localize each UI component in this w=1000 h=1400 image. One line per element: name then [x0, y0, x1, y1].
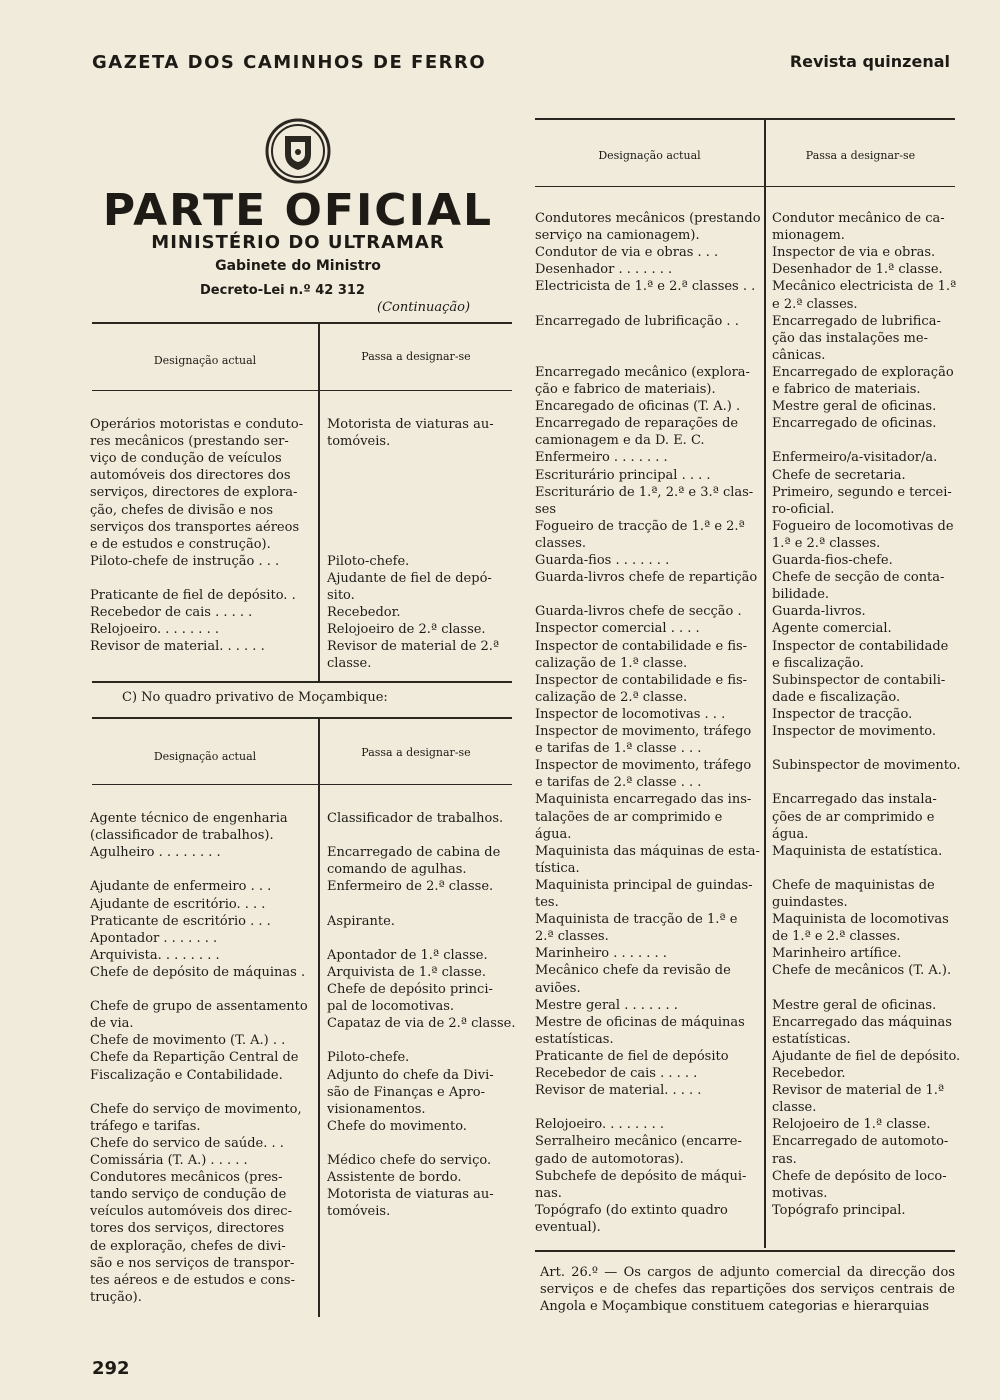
- table-cell-line: Encarregado de lubrificação . .: [535, 313, 739, 329]
- table-cell-line: Guarda-livros chefe de secção .: [535, 604, 742, 620]
- table-b-header-actual: Designação actual: [153, 750, 257, 763]
- table-cell-line: e de estudos e construção).: [90, 536, 271, 552]
- table-cell-line: aviões.: [535, 980, 581, 996]
- table-cell-line: Guarda-livros chefe de repartição: [535, 570, 758, 586]
- table-cell-line: Escriturário de 1.ª, 2.ª e 3.ª clas-: [535, 484, 754, 500]
- table-cell-line: tomóveis.: [327, 1204, 391, 1220]
- table-cell-line: são de Finanças e Apro-: [327, 1084, 486, 1100]
- table-cell-line: são e nos serviços de transpor-: [90, 1255, 295, 1271]
- table-cell-line: Guarda-fios . . . . . . .: [535, 553, 670, 568]
- table-cell-line: Condutores mecânicos (prestando: [535, 211, 761, 226]
- table-cell-line: ro-oficial.: [772, 501, 835, 517]
- table-cell-line: Aspirante.: [327, 913, 395, 929]
- table-cell-line: Inspector de movimento, tráfego: [535, 724, 752, 739]
- table-cell-line: Apontador . . . . . . .: [90, 930, 218, 946]
- table-cell-line: Topógrafo (do extinto quadro: [535, 1202, 728, 1218]
- table-cell-line: Capataz de via de 2.ª classe.: [327, 1016, 516, 1032]
- table-cell-line: estatísticas.: [535, 1031, 614, 1047]
- table-cell-line: Maquinista principal de guindas-: [535, 877, 753, 893]
- table-cell-line: tística.: [535, 860, 580, 876]
- table-cell-line: Enfermeiro . . . . . . .: [535, 450, 668, 466]
- cabinet-heading: Gabinete do Ministro: [215, 258, 381, 274]
- table-cell-line: pal de locomotivas.: [327, 999, 455, 1015]
- table-cell-line: Guarda-livros.: [772, 604, 866, 620]
- table-cell-line: Condutores mecânicos (pres-: [90, 1170, 283, 1186]
- table-cell-line: Agente comercial.: [772, 621, 892, 637]
- table-cell-line: tando serviço de condução de: [90, 1187, 287, 1203]
- table-cell-line: Assistente de bordo.: [327, 1170, 462, 1186]
- table-cell-line: Inspector comercial . . . .: [535, 621, 700, 637]
- table-cell-line: Classificador de trabalhos.: [327, 811, 504, 826]
- table-cell-line: camionagem e da D. E. C.: [535, 433, 705, 449]
- table-cell-line: classe.: [772, 1100, 817, 1116]
- table-cell-line: Motorista de viaturas au-: [327, 1187, 494, 1203]
- table-c-header-rule: [535, 186, 955, 187]
- table-cell-line: Mestre geral de oficinas.: [772, 399, 937, 415]
- table-cell-line: serviços dos transportes aéreos: [90, 519, 300, 535]
- table-cell-line: Chefe de depósito princi-: [327, 982, 493, 997]
- table-cell-line: ção, chefes de divisão e nos: [90, 502, 273, 518]
- table-cell-line: Enfermeiro de 2.ª classe.: [327, 879, 494, 895]
- table-cell-line: tes.: [535, 895, 559, 910]
- table-cell-line: automóveis dos directores dos: [90, 468, 291, 484]
- table-cell-line: tráfego e tarifas.: [90, 1118, 201, 1134]
- table-cell-line: Encarregado de lubrifica-: [772, 313, 941, 329]
- table-cell-line: ras.: [772, 1151, 797, 1167]
- table-cell-line: Subinspector de movimento.: [772, 758, 961, 774]
- page-title: PARTE OFICIAL: [102, 185, 494, 236]
- table-cell-line: e fabrico de materiais.: [772, 382, 921, 397]
- table-cell-line: Relojoeiro. . . . . . . .: [535, 1117, 664, 1133]
- table-cell-line: Chefe da Repartição Central de: [90, 1050, 299, 1066]
- table-cell-line: nas.: [535, 1185, 562, 1201]
- table-cell-line: Primeiro, segundo e tercei-: [772, 484, 952, 500]
- table-cell-line: Médico chefe do serviço.: [327, 1153, 492, 1168]
- table-cell-line: 2.ª classes.: [535, 929, 609, 945]
- table-cell-line: de via.: [90, 1016, 134, 1032]
- table-cell-line: Arquivista. . . . . . . .: [90, 947, 220, 963]
- table-a-top-rule: [92, 322, 512, 324]
- coat-of-arms-icon: [265, 118, 331, 184]
- table-cell-line: Chefe do movimento.: [327, 1118, 467, 1134]
- table-cell-line: gado de automotoras).: [535, 1151, 684, 1167]
- table-c-bottom-rule: [535, 1250, 955, 1252]
- table-cell-line: talações de ar comprimido e: [535, 809, 723, 825]
- table-cell-line: água.: [772, 826, 809, 842]
- table-cell-line: Encarregado de oficinas.: [772, 416, 937, 432]
- table-cell-line: Inspector de contabilidade: [772, 638, 949, 654]
- table-cell-line: Chefe do servico de saúde. . .: [90, 1135, 284, 1151]
- table-cell-line: calização de 1.ª classe.: [535, 655, 688, 671]
- table-cell-line: trução).: [90, 1289, 142, 1305]
- table-cell-line: Condutor mecânico de ca-: [772, 211, 945, 226]
- table-cell-line: Chefe de movimento (T. A.) . .: [90, 1033, 286, 1049]
- table-cell-line: e tarifas de 1.ª classe . . .: [535, 741, 702, 757]
- table-cell-line: calização de 2.ª classe.: [535, 689, 688, 705]
- table-cell-line: Maquinista de locomotivas: [772, 912, 949, 928]
- table-cell-line: Maquinista de estatística.: [772, 843, 943, 859]
- table-cell-line: de 1.ª e 2.ª classes.: [772, 929, 901, 945]
- table-cell-line: Inspector de locomotivas . . .: [535, 706, 726, 722]
- table-cell-line: guindastes.: [772, 895, 848, 910]
- table-cell-line: Fogueiro de locomotivas de: [772, 518, 954, 534]
- table-cell-line: Chefe de secretaria.: [772, 467, 906, 483]
- table-cell-line: Mecânico electricista de 1.ª: [772, 279, 957, 295]
- table-cell-line: Condutor de via e obras . . .: [535, 245, 719, 261]
- table-cell-line: tomóveis.: [327, 434, 391, 450]
- table-c-header-actual: Designação actual: [598, 149, 701, 162]
- table-cell-line: veículos automóveis dos direc-: [90, 1204, 292, 1220]
- table-cell-line: e tarifas de 2.ª classe . . .: [535, 775, 702, 791]
- table-cell-line: Praticante de fiel de depósito. .: [90, 588, 296, 603]
- table-cell-line: mionagem.: [772, 228, 845, 244]
- table-cell-line: Fogueiro de tracção de 1.ª e 2.ª: [535, 518, 745, 534]
- table-cell-line: serviços, directores de explora-: [90, 485, 298, 501]
- table-cell-line: Subinspector de contabili-: [772, 672, 946, 688]
- page-header-right: Revista quinzenal: [789, 52, 950, 71]
- article-26-text: Art. 26.º — Os cargos de adjunto comercial da direcção dos serviços e de chefes das repartições dos serviços centrais de Angola e Moçambique constituem categorias e hierarquias: [540, 1265, 955, 1314]
- table-cell-line: Maquinista de tracção de 1.ª e: [535, 912, 738, 928]
- table-cell-line: Revisor de material. . . . . .: [90, 639, 265, 655]
- table-cell-line: visionamentos.: [327, 1101, 426, 1117]
- table-cell-line: Enfermeiro/a-visitador/a.: [772, 450, 938, 466]
- table-cell-line: Recebedor de cais . . . . .: [535, 1066, 698, 1081]
- table-cell-line: Mestre geral de oficinas.: [772, 997, 937, 1013]
- table-cell-line: Encarregado de cabina de: [327, 845, 501, 861]
- table-cell-line: eventual).: [535, 1219, 601, 1235]
- table-cell-line: Inspector de movimento, tráfego: [535, 758, 752, 774]
- table-cell-line: estatísticas.: [772, 1031, 851, 1047]
- table-cell-line: Maquinista das máquinas de esta-: [535, 843, 760, 859]
- table-cell-line: sito.: [327, 588, 355, 603]
- continuation-note: (Continuação): [377, 300, 471, 315]
- table-cell-line: Chefe de secção de conta-: [772, 570, 945, 586]
- table-cell-line: Recebedor.: [327, 605, 401, 621]
- table-cell-line: Desenhador de 1.ª classe.: [772, 262, 943, 278]
- ministry-heading: MINISTÉRIO DO ULTRAMAR: [151, 232, 445, 253]
- table-cell-line: Chefe de grupo de assentamento: [90, 999, 308, 1015]
- table-cell-line: e 2.ª classes.: [772, 296, 858, 312]
- table-cell-line: tes aéreos e de estudos e cons-: [90, 1272, 295, 1288]
- table-cell-line: Serralheiro mecânico (encarre-: [535, 1134, 742, 1150]
- table-cell-line: Guarda-fios-chefe.: [772, 553, 893, 568]
- table-cell-line: Chefe de depósito de loco-: [772, 1168, 947, 1184]
- table-cell-line: Chefe do serviço de movimento,: [90, 1101, 302, 1117]
- table-b-divider: [318, 717, 320, 1317]
- table-cell-line: Subchefe de depósito de máqui-: [535, 1168, 747, 1184]
- table-cell-line: 1.ª e 2.ª classes.: [772, 535, 881, 551]
- table-cell-line: Encarregado de automoto-: [772, 1134, 949, 1150]
- table-cell-line: Apontador de 1.ª classe.: [327, 947, 488, 963]
- table-cell-line: Revisor de material. . . . .: [535, 1083, 702, 1099]
- decree-number: Decreto-Lei n.º 42 312: [200, 283, 365, 298]
- table-cell-line: classes.: [535, 535, 587, 551]
- table-cell-line: Recebedor de cais . . . . .: [90, 605, 253, 621]
- table-a-header-actual: Designação actual: [153, 354, 257, 367]
- table-cell-line: Electricista de 1.ª e 2.ª classes . .: [535, 279, 756, 295]
- table-cell-line: Encaregado de oficinas (T. A.) .: [535, 399, 741, 415]
- section-c-heading: C) No quadro privativo de Moçambique:: [122, 690, 388, 705]
- table-cell-line: viço de condução de veículos: [90, 451, 282, 467]
- table-cell-line: Ajudante de fiel de depósito.: [772, 1048, 961, 1064]
- table-c-divider: [764, 118, 766, 1248]
- table-cell-line: Recebedor.: [772, 1066, 846, 1081]
- table-cell-line: Mecânico chefe da revisão de: [535, 963, 731, 979]
- table-cell-line: Encarregado das máquinas: [772, 1014, 952, 1030]
- table-cell-line: Relojoeiro de 2.ª classe.: [327, 622, 486, 638]
- table-a-header-new: Passa a designar-se: [361, 350, 471, 363]
- table-cell-line: Relojoeiro de 1.ª classe.: [772, 1117, 931, 1133]
- page-header-left: GAZETA DOS CAMINHOS DE FERRO: [92, 52, 487, 73]
- table-cell-line: Inspector de via e obras.: [772, 245, 936, 261]
- table-cell-line: Inspector de contabilidade e fis-: [535, 638, 748, 654]
- table-b-top-rule: [92, 717, 512, 719]
- table-cell-line: Encarregado de reparações de: [535, 416, 739, 432]
- table-cell-line: Adjunto do chefe da Divi-: [327, 1067, 494, 1083]
- page-number: 292: [92, 1358, 130, 1379]
- table-cell-line: bilidade.: [772, 587, 830, 603]
- table-cell-line: Escriturário principal . . . .: [535, 467, 711, 483]
- table-cell-line: Mestre geral . . . . . . .: [535, 997, 678, 1013]
- table-cell-line: comando de agulhas.: [327, 862, 467, 878]
- table-cell-line: Revisor de material de 1.ª: [772, 1083, 945, 1099]
- table-cell-line: res mecânicos (prestando ser-: [90, 434, 289, 450]
- table-cell-line: motivas.: [772, 1185, 828, 1201]
- table-cell-line: serviço na camionagem).: [535, 228, 700, 244]
- table-cell-line: ses: [535, 501, 557, 517]
- table-cell-line: Ajudante de fiel de depó-: [327, 570, 492, 586]
- table-cell-line: Ajudante de escritório. . . .: [90, 896, 266, 912]
- table-cell-line: Marinheiro . . . . . . .: [535, 946, 667, 962]
- table-cell-line: Maquinista encarregado das ins-: [535, 792, 752, 808]
- table-b-header-rule: [92, 784, 512, 785]
- table-cell-line: Piloto-chefe.: [327, 553, 410, 569]
- table-cell-line: Marinheiro artífice.: [772, 946, 902, 962]
- table-cell-line: dade e fiscalização.: [772, 689, 901, 705]
- table-cell-line: tores dos serviços, directores: [90, 1221, 285, 1237]
- table-cell-line: Chefe de maquinistas de: [772, 877, 935, 893]
- table-cell-line: Inspector de contabilidade e fis-: [535, 672, 748, 688]
- table-cell-line: Encarregado de exploração: [772, 364, 954, 380]
- table-cell-line: e fiscalização.: [772, 655, 864, 671]
- table-cell-line: Encarregado mecânico (explora-: [535, 364, 750, 380]
- table-a-header-rule: [92, 390, 512, 391]
- table-cell-line: ções de ar comprimido e: [772, 809, 935, 825]
- table-cell-line: Motorista de viaturas au-: [327, 417, 494, 432]
- table-b-header-new: Passa a designar-se: [361, 746, 471, 759]
- table-cell-line: ção e fabrico de materiais).: [535, 382, 716, 397]
- table-cell-line: Fiscalização e Contabilidade.: [90, 1067, 283, 1083]
- table-a-bottom-rule: [92, 681, 512, 683]
- table-cell-line: Agulheiro . . . . . . . .: [90, 845, 221, 861]
- table-cell-line: Inspector de tracção.: [772, 706, 913, 722]
- table-cell-line: Inspector de movimento.: [772, 724, 937, 739]
- table-cell-line: Arquivista de 1.ª classe.: [327, 964, 486, 980]
- table-c-header-new: Passa a designar-se: [805, 149, 916, 162]
- table-a-divider: [318, 322, 320, 682]
- table-cell-line: Chefe de depósito de máquinas .: [90, 964, 306, 980]
- table-cell-line: Mestre de oficinas de máquinas: [535, 1014, 745, 1030]
- table-cell-line: Desenhador . . . . . . .: [535, 262, 673, 278]
- table-cell-line: Encarregado das instala-: [772, 792, 937, 808]
- table-cell-line: Relojoeiro. . . . . . . .: [90, 622, 219, 638]
- table-cell-line: Agente técnico de engenharia: [90, 811, 288, 826]
- table-cell-line: Topógrafo principal.: [772, 1202, 906, 1218]
- table-cell-line: ção das instalações me-: [772, 330, 928, 346]
- table-cell-line: classe.: [327, 656, 372, 672]
- table-cell-line: Piloto-chefe.: [327, 1050, 410, 1066]
- table-cell-line: Chefe de mecânicos (T. A.).: [772, 963, 952, 979]
- table-cell-line: Revisor de material de 2.ª: [327, 639, 500, 655]
- table-cell-line: Comissária (T. A.) . . . . .: [90, 1153, 248, 1168]
- table-cell-line: água.: [535, 826, 572, 842]
- table-cell-line: Ajudante de enfermeiro . . .: [90, 879, 272, 895]
- table-c-top-rule: [535, 118, 955, 120]
- table-cell-line: cânicas.: [772, 347, 826, 363]
- table-cell-line: de exploração, chefes de divi-: [90, 1238, 286, 1254]
- table-cell-line: Praticante de fiel de depósito: [535, 1048, 729, 1064]
- table-cell-line: Praticante de escritório . . .: [90, 913, 271, 929]
- table-cell-line: Piloto-chefe de instrução . . .: [90, 553, 280, 569]
- table-cell-line: Operários motoristas e conduto-: [90, 417, 304, 432]
- table-cell-line: (classificador de trabalhos).: [90, 828, 274, 844]
